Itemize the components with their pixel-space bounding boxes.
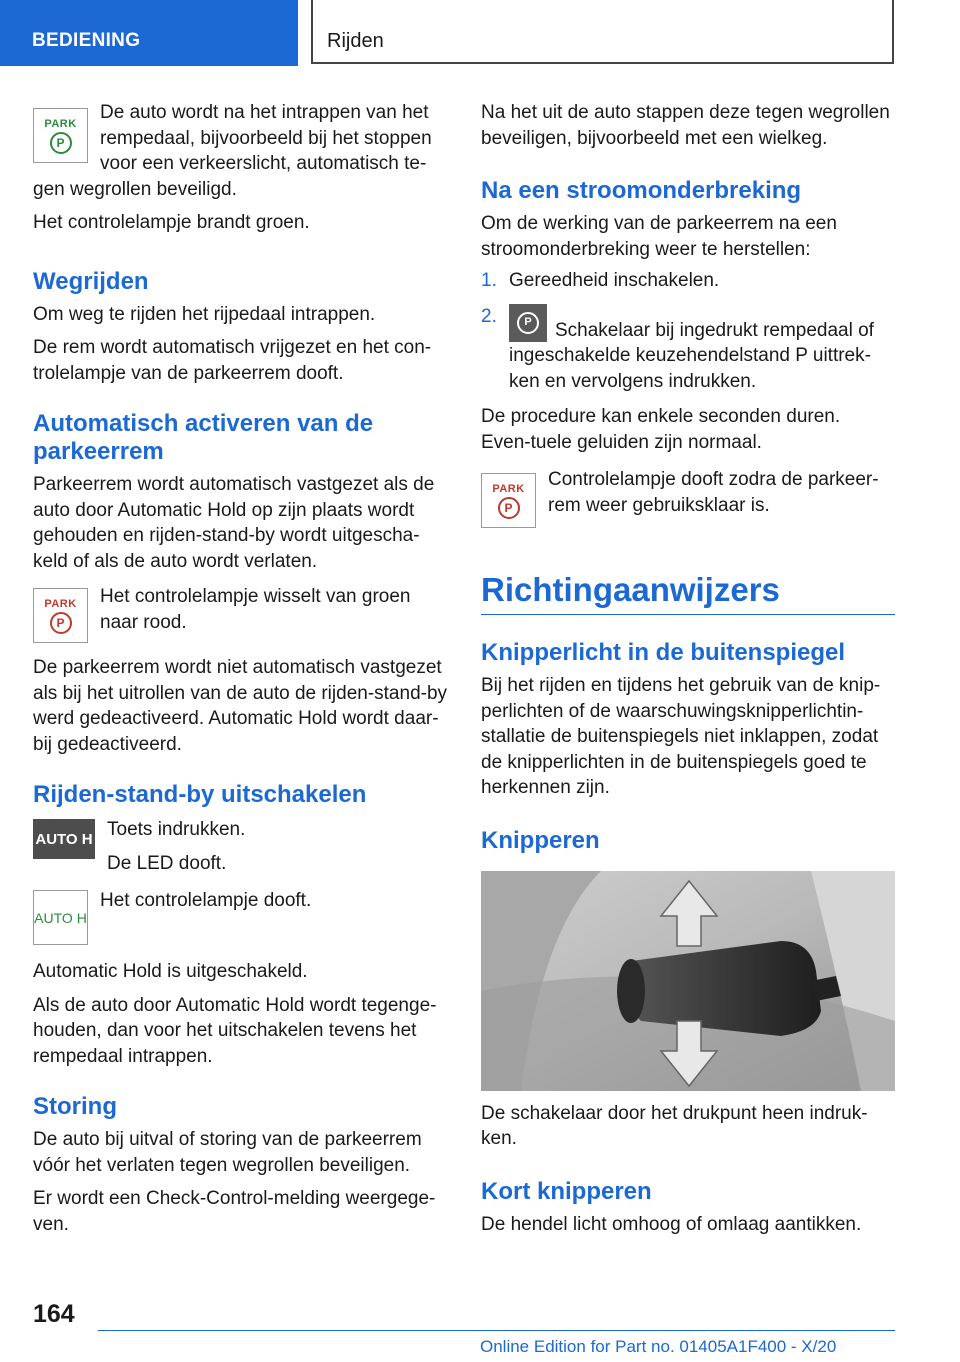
list-item: 1. Gereedheid inschakelen.: [481, 270, 720, 291]
buitenspiegel-p: Bij het rijden en tijdens het gebruik van de knip-perlichten of de waarschuwingsknipperlichtin-stallatie de buitenspiegels niet inklappen, zodat de knipperlichten in de buitenspiegels goed te herkennen zijn.: [481, 675, 881, 798]
standby-p2: Als de auto door Automatic Hold wordt tegenge-houden, dan voor het uitschakelen tevens het rempedaal intrappen.: [33, 994, 437, 1067]
intro-text: De auto wordt na het intrappen van het rempedaal, bijvoorbeeld bij het stoppen voor een verkeerslicht, automatisch te-gen wegrollen beveiligd.: [33, 102, 432, 200]
stroom-p2: De procedure kan enkele seconden duren. Even-tuele geluiden zijn normaal.: [481, 406, 841, 453]
heading-standby: Rijden-stand-by uitschakelen: [33, 781, 367, 808]
section-tab: [0, 0, 298, 66]
list-item: 2. P Schakelaar bij ingedrukt rempedaal of ingeschakelde keuzehendelstand P uittrek-ken en vervolgens indrukken.: [481, 305, 874, 392]
section-title: BEDIENING: [32, 30, 141, 51]
auto-activeren-p2: De parkeerrem wordt niet automatisch vastgezet als bij het uitrollen van de auto de rijden-stand-by werd gedeactiveerd. Automatic Hold wordt daar-bij gedeactiveerd.: [33, 657, 448, 755]
chapter-title: Rijden: [327, 30, 384, 52]
chapter-tab: [311, 0, 894, 64]
heading-buitenspiegel: Knipperlicht in de buitenspiegel: [481, 639, 846, 666]
knipperen-p: De schakelaar door het drukpunt heen indruk-ken.: [481, 1102, 868, 1149]
footer-edition: Online Edition for Part no. 01405A1F400 - X/20: [480, 1337, 837, 1356]
turn-signal-lever-illustration: [481, 871, 895, 1091]
wegrijden-p1: Om weg te rijden het rijpedaal intrappen.: [33, 303, 376, 325]
heading-richtingaanwijzers: Richtingaanwijzers: [481, 570, 895, 615]
heading-wegrijden: Wegrijden: [33, 267, 149, 295]
right-column: [481, 100, 895, 1237]
heading-knipperen: Knipperen: [481, 826, 600, 854]
right-intro: Na het uit de auto stappen deze tegen wegrollen beveiligen, bijvoorbeeld met een wielkeg.: [481, 102, 890, 149]
stroom-icon-note: Controlelampje dooft zodra de parkeer-rem weer gebruiksklaar is.: [548, 469, 879, 516]
storing-p2: Er wordt een Check-Control-melding weergege-ven.: [33, 1188, 436, 1235]
park-brake-red-icon: PARK P: [481, 473, 536, 528]
standby-step1: Toets indrukken.: [107, 819, 246, 840]
heading-storing: Storing: [33, 1093, 117, 1120]
auto-activeren-icon-note: Het controlelampje wisselt van groen naar rood.: [100, 586, 411, 633]
footer-divider: [98, 1330, 895, 1331]
heading-stroom: Na een stroomonderbreking: [481, 177, 802, 204]
intro-note: Het controlelampje brandt groen.: [33, 212, 310, 233]
heading-kort-knipperen: Kort knipperen: [481, 1177, 652, 1205]
auto-h-button-icon: AUTO H: [33, 819, 95, 859]
wegrijden-p2: De rem wordt automatisch vrijgezet en het con-trolelampje van de parkeerrem dooft.: [33, 337, 432, 384]
heading-auto-activeren: Automatisch activeren van de parkeerrem: [33, 410, 374, 465]
kort-knipperen-p: De hendel licht omhoog of omlaag aantikken.: [481, 1213, 862, 1235]
standby-step2: De LED dooft.: [107, 852, 227, 874]
auto-activeren-p1: Parkeerrem wordt automatisch vastgezet als de auto door Automatic Hold op zijn plaats wordt gehouden en rijden-stand-by wordt uitgescha-keld of als de auto wordt verlaten.: [33, 474, 435, 572]
storing-p1: De auto bij uitval of storing van de parkeerrem vóór het verlaten tegen wegrollen beveiligen.: [33, 1129, 422, 1176]
auto-h-indicator-icon: AUTO H: [33, 890, 88, 945]
park-brake-red-icon: PARK P: [33, 588, 88, 643]
standby-icon-note: Het controlelampje dooft.: [100, 890, 312, 911]
parking-brake-switch-icon: P: [509, 304, 547, 342]
left-column: [33, 100, 448, 1237]
stroom-p1: Om de werking van de parkeerrem na een stroomonderbreking weer te herstellen:: [481, 213, 837, 260]
standby-p1: Automatic Hold is uitgeschakeld.: [33, 961, 308, 982]
park-brake-green-icon: PARK P: [33, 108, 88, 163]
stroom-steps: [481, 268, 895, 394]
page-number: 164: [33, 1300, 75, 1328]
